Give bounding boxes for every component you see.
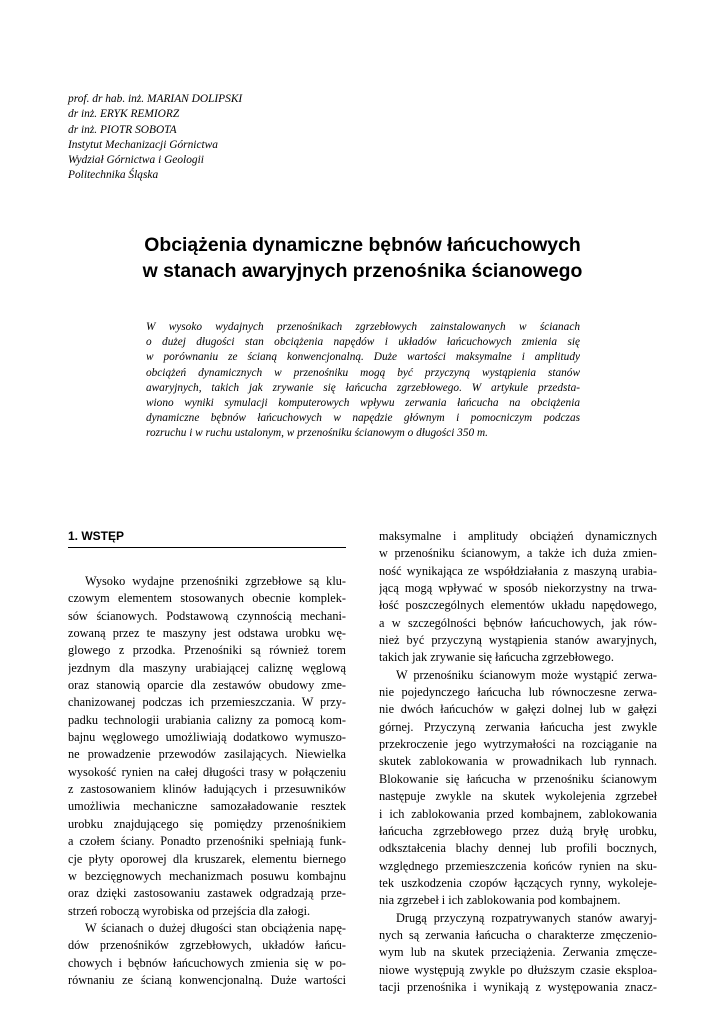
body-line: urobku znajdującego się pomiędzy przenośnikiem xyxy=(68,816,346,831)
abstract-line: wiono wyniki symulacji komputerowych wpływu zerwania łańcucha na obciążenia xyxy=(146,397,580,410)
body-line: Wysoko wydajne przenośniki zgrzebłowe są klu- xyxy=(85,574,346,588)
body-line: równaniu ze ścianą konwencjonalną. Duże wartości xyxy=(68,972,346,987)
body-line: nie dwóch łańcuchów w gałęzi dolnej lub w gałęzi xyxy=(379,702,657,717)
body-line: umożliwia mechaniczne samozaładowanie resztek xyxy=(68,799,346,814)
affiliation-line: Instytut Mechanizacji Górnictwa xyxy=(68,138,218,151)
body-line: czowym elementem stosowanych obecnie komplek- xyxy=(68,591,346,606)
abstract-line: dynamiczne bębnów łańcuchowych w napędzie głównym i pomocniczym podczas xyxy=(146,412,580,425)
body-line: sów ścianowych. Podstawową czynnością mechani- xyxy=(68,608,346,623)
body-line: nież być przyczyną wystąpienia stanów awaryjnych, xyxy=(379,633,657,648)
body-line: strzeń roboczą wyrobiska od przejścia dla załogi. xyxy=(68,903,311,918)
abstract-line: rozruchu i w ruchu ustalonym, w przenośniku ścianowym o długości 350 m. xyxy=(146,427,488,440)
body-line: bajnu węglowego umożliwiają dodatkowo wymuszo- xyxy=(68,730,346,745)
left-column xyxy=(68,573,346,989)
title-line: w stanach awaryjnych przenośnika ścianowego xyxy=(142,260,583,282)
body-line: chanizowanej podczas ich przemieszczania. W przy- xyxy=(68,695,346,710)
body-line: nia zgrzebeł i ich zablokowania pod kombajnem. xyxy=(379,893,621,908)
body-line: maksymalne i amplitudy obciążeń dynamicznych xyxy=(379,529,657,543)
body-line: W przenośniku ścianowym może wystąpić zerwa- xyxy=(396,667,657,682)
abstract-line: obciążeń dynamicznych w przenośniku mogą być przyczyną wystąpienia stanów xyxy=(146,366,580,379)
abstract-line: W wysoko wydajnych przenośnikach zgrzebłowych zainstalowanych w ścianach xyxy=(146,321,580,333)
body-line: nie pojedynczego łańcucha lub równoczesne zerwa- xyxy=(379,685,657,700)
body-line: cje płyty oporowej dla kruszarek, elementu biernego xyxy=(68,851,346,866)
body-line: górnej. Przyczyną zerwania łańcucha jest zwykle xyxy=(379,719,657,734)
abstract-line: w porównaniu ze ścianą konwencjonalną. Duże wartości maksymalne i amplitudy xyxy=(146,351,580,364)
right-column xyxy=(379,528,657,996)
abstract-line: awaryjnych, takich jak zrywanie się łańcucha zgrzebłowego. W artykule przedsta- xyxy=(146,381,580,394)
body-line: a czołem ściany. Ponadto przenośniki spełniają funk- xyxy=(68,834,346,849)
body-line: Drugą przyczyną rozpatrywanych stanów awaryj- xyxy=(396,910,657,925)
body-line: jezdnym dla maszyny urabiającej caliznę węglową xyxy=(68,660,346,675)
body-line: chowych i bębnów łańcuchowych zmienia się w po- xyxy=(68,955,346,970)
body-line: w bezcięgnowych mechanizmach posuwu kombajnu xyxy=(68,868,346,883)
body-line: padku technologii urabiania calizny za pomocą kom- xyxy=(68,712,346,727)
body-line: wym lub na skutek przeciążenia. Zerwania zmęcze- xyxy=(379,945,657,960)
body-line: dów przenośników zgrzebłowych, układów łańcu- xyxy=(68,938,346,953)
title-line: Obciążenia dynamiczne bębnów łańcuchowych xyxy=(144,234,581,256)
author-line: dr inż. ERYK REMIORZ xyxy=(68,108,180,121)
body-line: jącą mogą wpływać w sposób niekorzystny na trwa- xyxy=(379,581,657,596)
body-line: nych są zerwania łańcucha o charakterze zmęczenio- xyxy=(379,927,657,942)
author-line: prof. dr hab. inż. MARIAN DOLIPSKI xyxy=(68,93,243,105)
abstract-line: o dużej długości stan obciążenia napędów i układów łańcuchowych zmienia się xyxy=(146,336,580,349)
body-line: wysokość rynien na całej długości trasy w połączeniu xyxy=(68,764,346,779)
affiliation-line: Wydział Górnictwa i Geologii xyxy=(68,154,204,167)
body-line: łość poszczególnych elementów układu napędowego, xyxy=(379,598,657,613)
body-line: oraz stanowią oparcie dla zestawów obudowy zme- xyxy=(68,678,346,693)
author-line: dr inż. PIOTR SOBOTA xyxy=(68,123,177,136)
body-line: łańcucha zgrzebłowego przez dużą bryłę urobku, xyxy=(379,823,657,838)
heading-rule xyxy=(68,547,346,548)
body-line: ność wynikająca ze współdziałania z maszyną urabia- xyxy=(379,563,657,578)
author-block xyxy=(68,92,468,184)
body-line: glowego z przodka. Przenośniki są również torem xyxy=(68,643,346,658)
body-line: ne prowadzenie przewodów zasilających. Niewielka xyxy=(68,747,346,762)
body-line: tek uszkodzenia czopów łączących rynny, wykoleje- xyxy=(379,875,657,890)
body-line: W ścianach o dużej długości stan obciążenia napę- xyxy=(85,920,346,935)
body-line: a w szczególności bębnów łańcuchowych, jak rów- xyxy=(379,615,657,630)
body-line: tacji przenośnika i wynikają z występowania znacz- xyxy=(379,979,657,994)
body-line: z zastosowaniem klinów ładujących i przesuwników xyxy=(68,782,346,797)
body-line: oraz dzięki zastosowaniu zastawek odgradzają prze- xyxy=(68,886,346,901)
body-line: Blokowanie się łańcucha w przenośniku ścianowym xyxy=(379,771,657,786)
section-heading: 1. WSTĘP xyxy=(68,529,125,543)
body-line: względnego przemieszczenia końców rynien na sku- xyxy=(379,858,657,873)
body-line: przekroczenie jego wytrzymałości na rozciąganie na xyxy=(379,737,657,752)
affiliation-line: Politechnika Śląska xyxy=(68,169,159,182)
body-line: w przenośniku ścianowym, a także ich duża zmien- xyxy=(379,546,657,561)
body-line: takich jak zrywanie się łańcucha zgrzebłowego. xyxy=(379,650,614,665)
body-line: skutek zablokowania w prowadnikach lub rynnach. xyxy=(379,754,657,769)
body-line: następuje zwykle na skutek wykolejenia zgrzebeł xyxy=(379,789,657,804)
body-line: odkształcenia blachy dennej lub profili bocznych, xyxy=(379,841,657,856)
body-line: zowaną przez te maszyny jest odstawa urobku wę- xyxy=(68,626,346,641)
abstract xyxy=(146,320,580,442)
body-line: niowe występują zwykle po dłuższym czasie eksploa- xyxy=(379,962,657,977)
body-line: i ich zablokowania przed kombajnem, zablokowania xyxy=(379,806,657,821)
paper-title xyxy=(60,232,665,284)
